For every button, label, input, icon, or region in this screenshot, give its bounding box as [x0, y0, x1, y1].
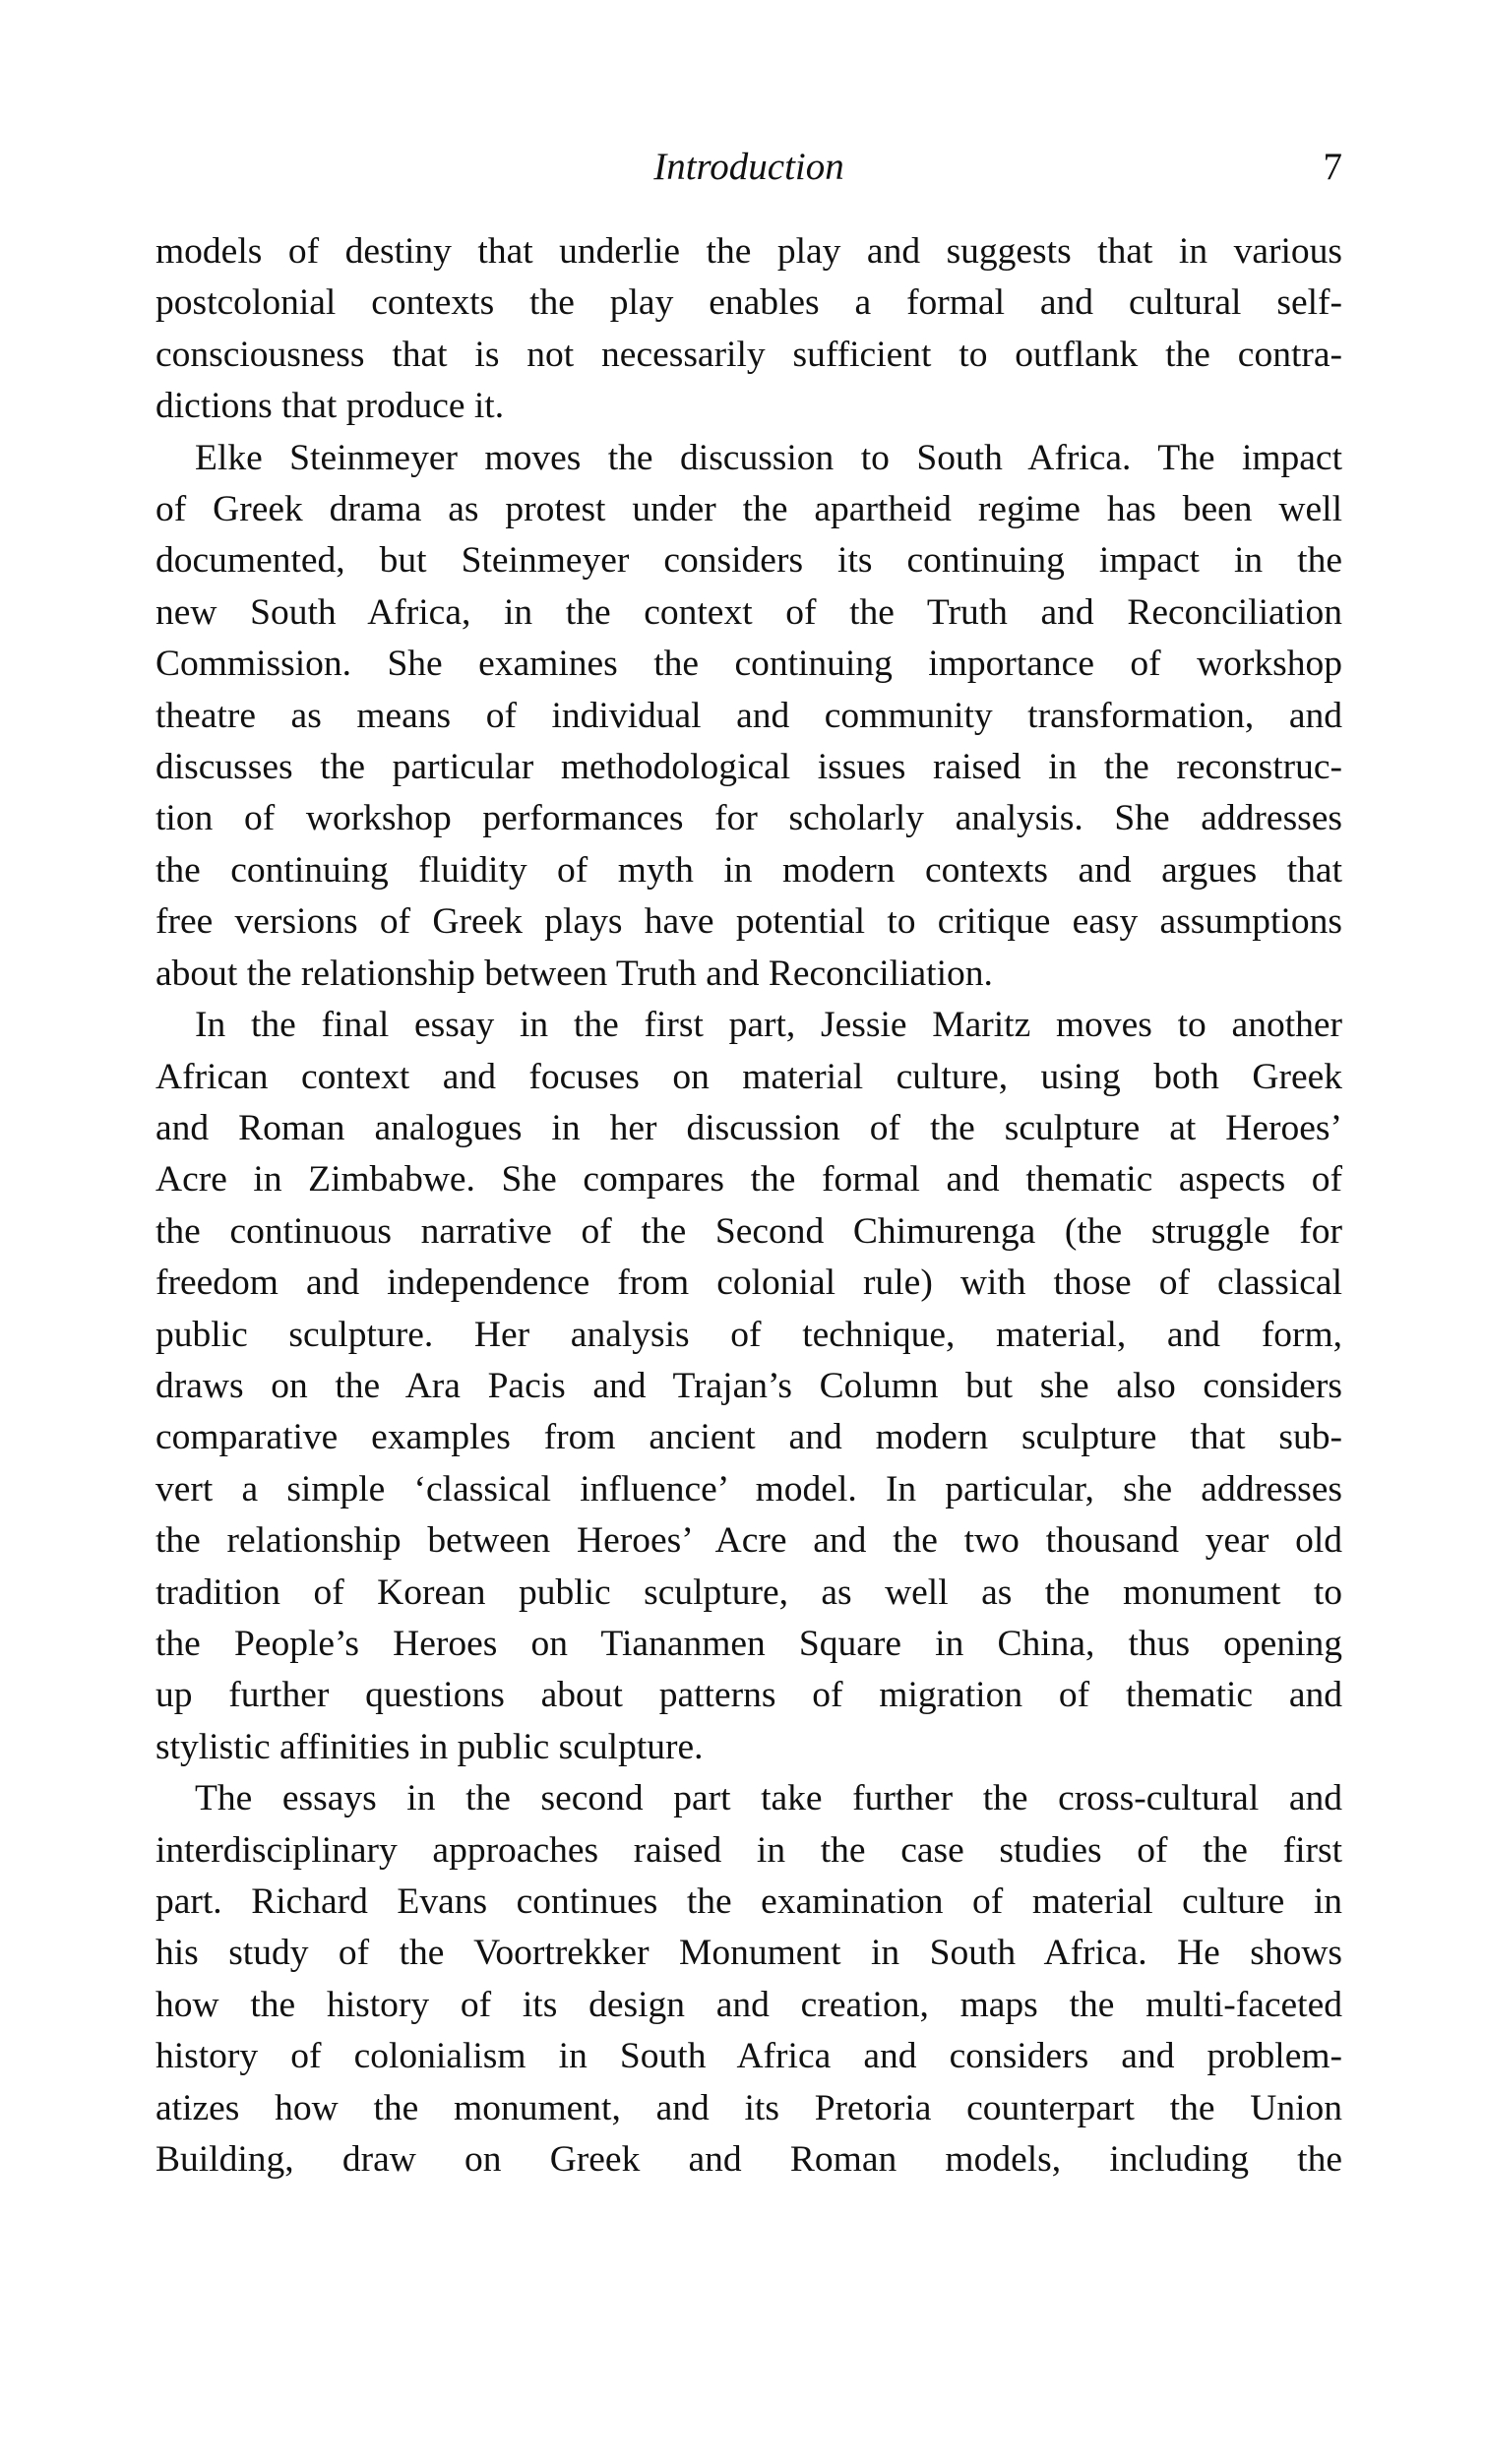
text-line: vert a simple ‘classical influence’ model. In particular, she addresses — [155, 1468, 1342, 1509]
running-head — [155, 138, 1342, 197]
text-line: tradition of Korean public sculpture, as well as the monument to — [155, 1571, 1342, 1613]
text-line: models of destiny that underlie the play and suggests that in various — [155, 231, 1342, 272]
text-line: the continuing fluidity of myth in modern contexts and argues that — [155, 849, 1342, 891]
text-line: dictions that produce it. — [155, 386, 505, 427]
text-line: theatre as means of individual and community transformation, and — [155, 695, 1342, 736]
text-line: free versions of Greek plays have potential to critique easy assumptions — [155, 901, 1342, 943]
text-line: the People’s Heroes on Tiananmen Square in China, thus opening — [155, 1623, 1342, 1664]
text-line: stylistic affinities in public sculpture. — [155, 1726, 704, 1767]
text-line: how the history of its design and creation, maps the multi-faceted — [155, 1984, 1342, 2025]
text-line: Acre in Zimbabwe. She compares the formal and thematic aspects of — [155, 1159, 1342, 1201]
text-line: part. Richard Evans continues the examination of material culture in — [155, 1881, 1342, 1922]
text-line: his study of the Voortrekker Monument in South Africa. He shows — [155, 1933, 1342, 1974]
text-line: history of colonialism in South Africa and considers and problem- — [155, 2036, 1342, 2077]
text-line: Building, draw on Greek and Roman models, including the — [155, 2139, 1342, 2181]
text-line: and Roman analogues in her discussion of the sculpture at Heroes’ — [155, 1107, 1342, 1148]
paragraph-2 — [155, 433, 1342, 1000]
text-line: postcolonial contexts the play enables a formal and cultural self- — [155, 282, 1342, 324]
text-line: up further questions about patterns of migration of thematic and — [155, 1675, 1342, 1716]
text-line: interdisciplinary approaches raised in the case studies of the first — [155, 1829, 1342, 1871]
text-line: Elke Steinmeyer moves the discussion to South Africa. The impact — [195, 437, 1342, 478]
body-text — [155, 226, 1342, 2186]
text-line: tion of workshop performances for scholarly analysis. She addresses — [155, 798, 1342, 839]
paragraph-3 — [155, 1000, 1342, 1773]
text-line: documented, but Steinmeyer considers its continuing impact in the — [155, 540, 1342, 582]
text-line: freedom and independence from colonial rule) with those of classical — [155, 1263, 1342, 1304]
paragraph-1 — [155, 226, 1342, 433]
text-line: about the relationship between Truth and Reconciliation. — [155, 953, 993, 994]
text-line: In the final essay in the first part, Jessie Maritz moves to another — [195, 1005, 1342, 1046]
text-line: Commission. She examines the continuing importance of workshop — [155, 644, 1342, 685]
text-line: the relationship between Heroes’ Acre and the two thousand year old — [155, 1520, 1342, 1562]
text-line: atizes how the monument, and its Pretoria counterpart the Union — [155, 2087, 1342, 2128]
text-line: African context and focuses on material culture, using both Greek — [155, 1056, 1342, 1097]
text-line: public sculpture. Her analysis of technique, material, and form, — [155, 1314, 1342, 1355]
text-line: the continuous narrative of the Second Chimurenga (the struggle for — [155, 1210, 1342, 1252]
text-line: comparative examples from ancient and modern sculpture that sub- — [155, 1417, 1342, 1458]
text-line: The essays in the second part take further the cross-cultural and — [195, 1778, 1342, 1819]
text-line: draws on the Ara Pacis and Trajan’s Column but she also considers — [155, 1365, 1342, 1406]
paragraph-4 — [155, 1773, 1342, 2186]
running-title: Introduction — [653, 146, 844, 188]
text-line: new South Africa, in the context of the Truth and Reconciliation — [155, 591, 1342, 633]
page-number: 7 — [1323, 146, 1342, 188]
text-line: of Greek drama as protest under the apartheid regime has been well — [155, 489, 1342, 530]
text-line: consciousness that is not necessarily sufficient to outflank the contra- — [155, 334, 1342, 375]
text-line: discusses the particular methodological issues raised in the reconstruc- — [155, 747, 1342, 788]
